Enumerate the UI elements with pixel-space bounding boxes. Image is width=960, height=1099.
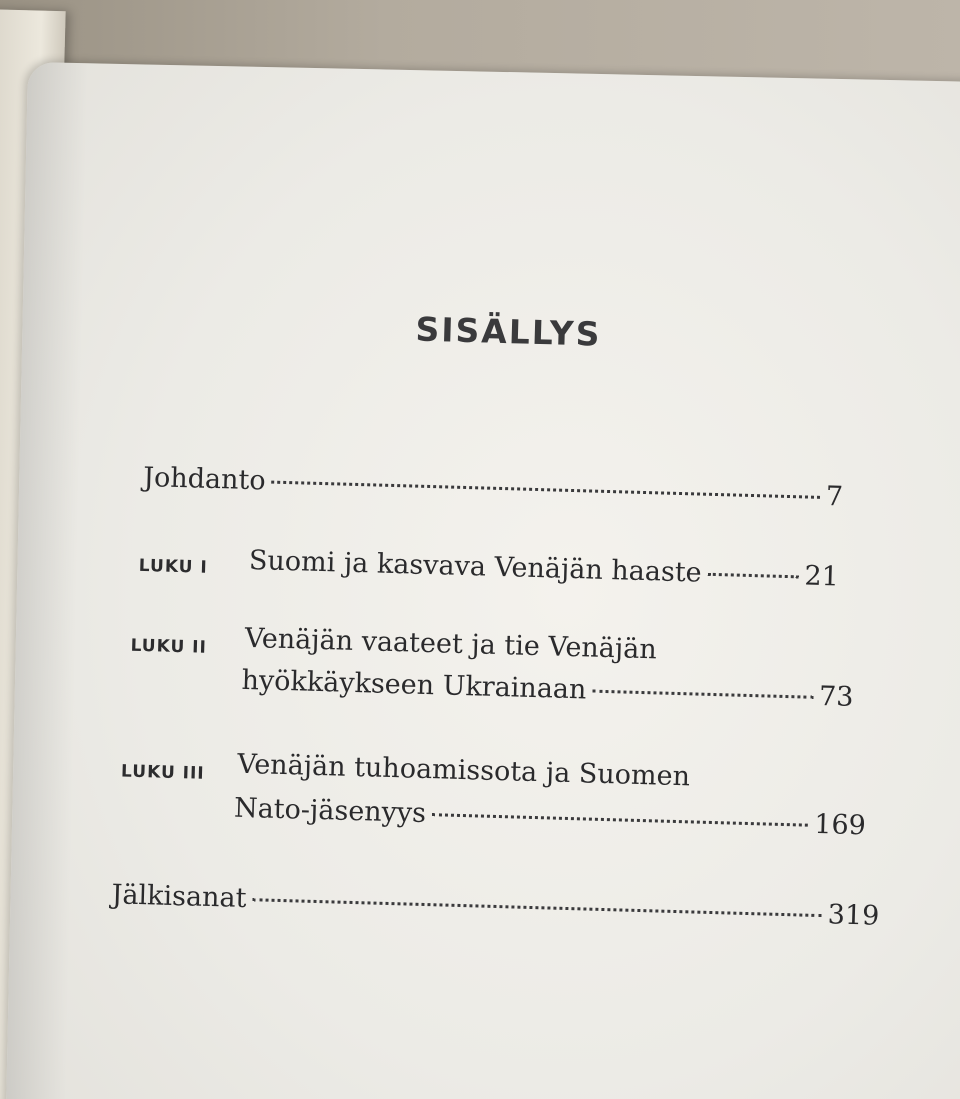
dot-leader xyxy=(272,481,820,499)
chapter-label-3: LUKU III xyxy=(120,761,205,784)
entry-title-line-2: Nato-jäsenyys xyxy=(233,792,427,830)
entry-page-number: 21 xyxy=(803,560,840,593)
chapter-label-1: LUKU I xyxy=(138,555,209,578)
dot-leader xyxy=(252,898,821,917)
toc-entry-afterword xyxy=(111,879,880,931)
entry-page-number: 319 xyxy=(827,899,880,932)
entry-title-line-2: hyökkäykseen Ukrainaan xyxy=(241,664,587,706)
entry-page-number: 73 xyxy=(818,680,854,713)
dot-leader xyxy=(432,813,808,827)
entry-title-line-1: Venäjän vaateet ja tie Venäjän xyxy=(244,622,658,666)
toc-entry-introduction xyxy=(143,462,844,513)
entry-title: Johdanto xyxy=(142,461,267,497)
chapter-label-2: LUKU II xyxy=(130,635,208,658)
toc-entry-chapter-2 xyxy=(241,665,854,713)
entry-page-number: 7 xyxy=(825,481,844,513)
entry-title: Jälkisanat xyxy=(111,879,247,915)
dot-leader xyxy=(592,690,813,699)
toc-title: SISÄLLYS xyxy=(414,309,602,354)
entry-page-number: 169 xyxy=(813,808,867,842)
entry-title: Suomi ja kasvava Venäjän haaste xyxy=(248,544,703,589)
entry-title-line-1: Venäjän tuhoamissota ja Suomen xyxy=(236,748,691,793)
dot-leader xyxy=(708,573,799,579)
toc-entry-chapter-3 xyxy=(234,793,867,842)
toc-entry-chapter-1 xyxy=(249,545,840,592)
